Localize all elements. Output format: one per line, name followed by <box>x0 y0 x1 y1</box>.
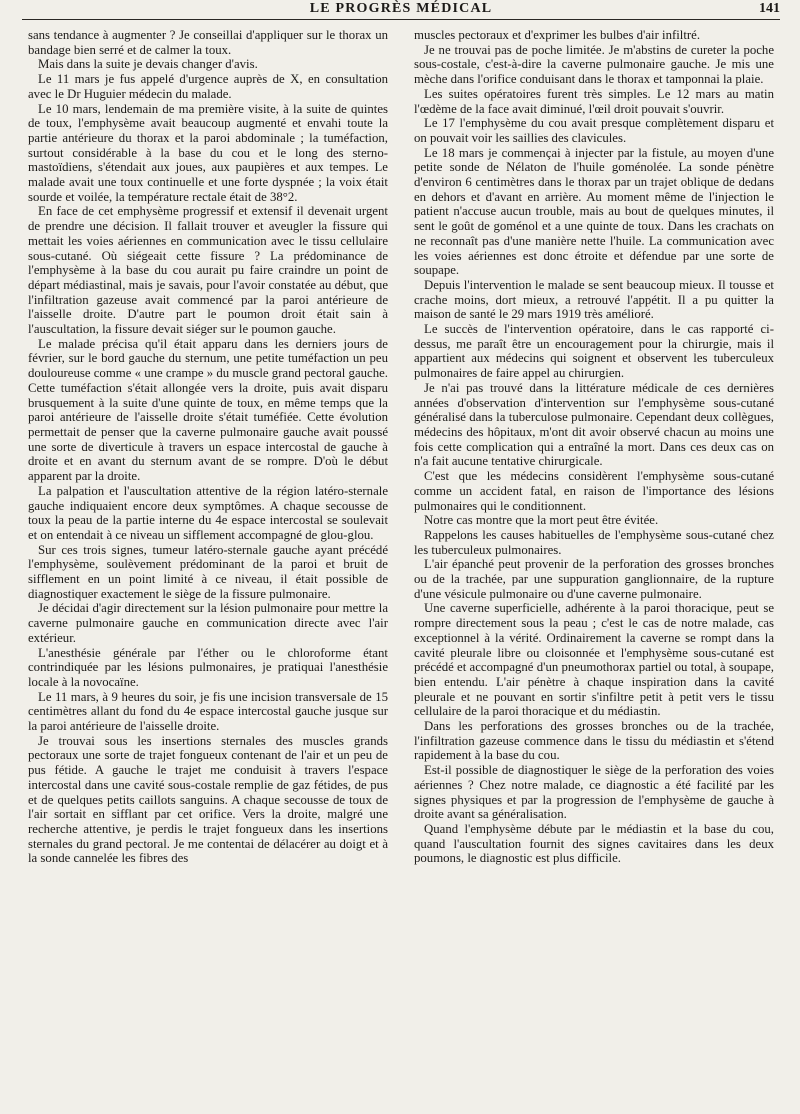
paragraph: Sur ces trois signes, tumeur latéro-sternale gauche ayant précédé l'emphysème, soulèvement prédominant de la paroi et bruit de sifflement en un point limité à ce niveau, il était possible de diagnostiquer exactement le siège de la fissure pulmonaire. <box>28 542 388 601</box>
paragraph: En face de cet emphysème progressif et extensif il devenait urgent de prendre une décision. Il fallait trouver et aveugler la fissure qui mettait les voies aériennes en communication avec le tissu cellulaire sous-cutané. Où siégeait cette fissure ? La prédominance de l'emphysème à la base du cou aurait pu faire craindre un point de départ médiastinal, mais je savais, pour l'avoir constatée au début, que l'infiltration gazeuse avait commencé par la paroi antérieure de l'aisselle droite. D'autre part le poumon droit était sain à l'auscultation, la fissure devait siéger sur le poumon gauche. <box>28 204 388 337</box>
paragraph: L'anesthésie générale par l'éther ou le chloroforme étant contrindiquée par les lésions pulmonaires, je pratiquai l'anesthésie locale à la novocaïne. <box>28 645 388 689</box>
paragraph: Le succès de l'intervention opératoire, dans le cas rapporté ci-dessus, me paraît être un encouragement pour la chirurgie, mais il appartient aux médecins qui soignent et observent les tuberculeux pulmonaires de faire appel au chirurgien. <box>414 322 774 381</box>
paragraph: Le 11 mars, à 9 heures du soir, je fis une incision transversale de 15 centimètres allant du fond du 4e espace intercostal gauche jusque sur la paroi antérieure de l'aisselle droite. <box>28 689 388 734</box>
paragraph: Le 18 mars je commençai à injecter par la fistule, au moyen d'une petite sonde de Nélaton de l'huile goménolée. La sonde pénètre d'environ 6 centimètres dans le thorax par un trajet oblique de dedans en dehors et d'avant en arrière. Au moment même de l'injection le patient n'accuse aucun trouble, mais au bout de quelques minutes, il sent le goût de goménol et a une quinte de toux. Dans les crachats on ne reconnaît pas d'une manière nette l'huile. La communication avec les voies aériennes est donc étroite et défendue par une sorte de soupape. <box>414 145 774 278</box>
paragraph: Le malade précisa qu'il était apparu dans les derniers jours de février, sur le bord gauche du sternum, une petite tuméfaction un peu douloureuse comme « une crampe » du muscle grand pectoral gauche. Cette tuméfaction s'était allongée vers la droite, puis avait disparu brusquement à la suite d'une quinte de toux, en même temps que la paroi antérieure de l'aisselle droite s'était tuméfiée. Cette évolution permettait de penser que la caverne pulmonaire gauche avait poussé une sorte de diverticule à travers un espace intercostal de gauche à droite et en avant du sternum avant de se rompre. D'où le début apparent par la droite. <box>28 336 388 484</box>
paragraph: Depuis l'intervention le malade se sent beaucoup mieux. Il tousse et crache moins, dort mieux, a retrouvé l'appétit. Il a pu quitter la maison de santé le 29 mars 1919 très amélioré. <box>414 277 774 322</box>
paragraph: Je n'ai pas trouvé dans la littérature médicale de ces dernières années d'observation d'intervention sur l'emphysème sous-cutané généralisé dans la tuberculose pulmonaire. Cependant deux collègues, médecins des hôpitaux, m'ont dit avoir observé chacun au moins une fois cette complication qui a entraîné la mort. Dans ces deux cas on n'a fait aucune tentative chirurgicale. <box>414 380 774 469</box>
paragraph: Je trouvai sous les insertions sternales des muscles grands pectoraux une sorte de trajet fongueux contenant de l'air et un peu de pus fétide. A gauche le trajet me conduisit à travers l'espace intercostal dans une cavité sous-costale remplie de gaz fétides, de pus et de quelques petits caillots sanguins. A chaque secousse de toux de l'air sortait en sifflant par cet orifice. Vers la droite, malgré une recherche attentive, je perdis le trajet fongueux dans les insertions sternales du grand pectoral. Je me contentai de délacérer au doigt et à la sonde cannelée les fibres des <box>28 733 388 866</box>
paragraph: Les suites opératoires furent très simples. Le 12 mars au matin l'œdème de la face avait diminué, l'œil droit pouvait s'ouvrir. <box>414 86 774 116</box>
paragraph: Rappelons les causes habituelles de l'emphysème sous-cutané chez les tuberculeux pulmonaires. <box>414 527 774 557</box>
paragraph: Est-il possible de diagnostiquer le siège de la perforation des voies aériennes ? Chez notre malade, ce diagnostic a été facilité par les signes physiques et par la progression de l'emphysème de gauche à droite avant sa généralisation. <box>414 763 774 822</box>
paragraph: Quand l'emphysème débute par le médiastin et la base du cou, quand l'auscultation fournit des signes cavitaires dans les deux poumons, le diagnostic est plus difficile. <box>414 821 774 866</box>
paragraph: Dans les perforations des grosses bronches ou de la trachée, l'infiltration gazeuse commence dans le tissu du médiastin et s'étend rapidement à la base du cou. <box>414 719 774 763</box>
paragraph: Le 11 mars je fus appelé d'urgence auprès de X, en consultation avec le Dr Huguier médecin du malade. <box>28 72 388 101</box>
paragraph: Je ne trouvai pas de poche limitée. Je m'abstins de cureter la poche sous-costale, c'est-à-dire la caverne pulmonaire gauche. Je mis une mèche dans l'orifice conduisant dans le thorax et tamponnai la plaie. <box>414 42 774 87</box>
paragraph: Le 10 mars, lendemain de ma première visite, à la suite de quintes de toux, l'emphysème avait beaucoup augmenté et envahi toute la partie antérieure du thorax et la paroi abdominale ; la tuméfaction, surtout considérable à la base du cou et le long des sterno-mastoïdiens, s'étendait aux joues, aux paupières et aux tempes. Le malade avait une toux continuelle et une forte dyspnée ; la voix était sourde et voilée, la température rectale était de 38°2. <box>28 101 388 204</box>
paragraph: Je décidai d'agir directement sur la lésion pulmonaire pour mettre la caverne pulmonaire gauche en communication directe avec l'air extérieur. <box>28 601 388 645</box>
paragraph: Notre cas montre que la mort peut être évitée. <box>424 513 659 528</box>
right-column <box>414 28 774 1106</box>
journal-title: LE PROGRÈS MÉDICAL <box>309 1 493 16</box>
paragraph: Une caverne superficielle, adhérente à la paroi thoracique, peut se rompre directement sous la peau ; c'est le cas de notre malade, cas exceptionnel à la vérité. Ordinairement la caverne se rompt dans la cavité pleurale libre ou cloisonnée et l'emphysème sous-cutané est précédé et accompagné d'un pneumothorax partiel ou total, à soupape, bien entendu. L'air pénètre à chaque inspiration dans la cavité pleurale et ne pouvant en sortir s'infiltre petit à petit vers le tissu cellulaire de la paroi thoracique et du médiastin. <box>414 601 774 719</box>
paragraph: La palpation et l'auscultation attentive de la région latéro-sternale gauche indiquaient encore deux symptômes. A chaque secousse de toux la peau de la partie interne du 4e espace intercostal se soulevait et on entendait à ce niveau un sifflement accompagné de glou-glou. <box>28 483 388 542</box>
page-number: 141 <box>759 1 780 16</box>
paragraph: Mais dans la suite je devais changer d'avis. <box>38 57 258 72</box>
paragraph: sans tendance à augmenter ? Je conseillai d'appliquer sur le thorax un bandage bien serré et de calmer la toux. <box>28 28 388 57</box>
paragraph: Le 17 l'emphysème du cou avait presque complètement disparu et on pouvait voir les saillies des clavicules. <box>414 116 774 145</box>
page-header <box>22 0 780 20</box>
paragraph: L'air épanché peut provenir de la perforation des grosses bronches ou de la trachée, par une suppuration ganglionnaire, de la rupture d'une vésicule pulmonaire ou d'une caverne pulmonaire. <box>414 557 774 601</box>
paragraph: C'est que les médecins considèrent l'emphysème sous-cutané comme un accident fatal, en raison de l'importance des lésions pulmonaires qui le conditionnent. <box>414 469 774 513</box>
left-column <box>28 28 388 1106</box>
paragraph: muscles pectoraux et d'exprimer les bulbes d'air infiltré. <box>414 28 701 42</box>
